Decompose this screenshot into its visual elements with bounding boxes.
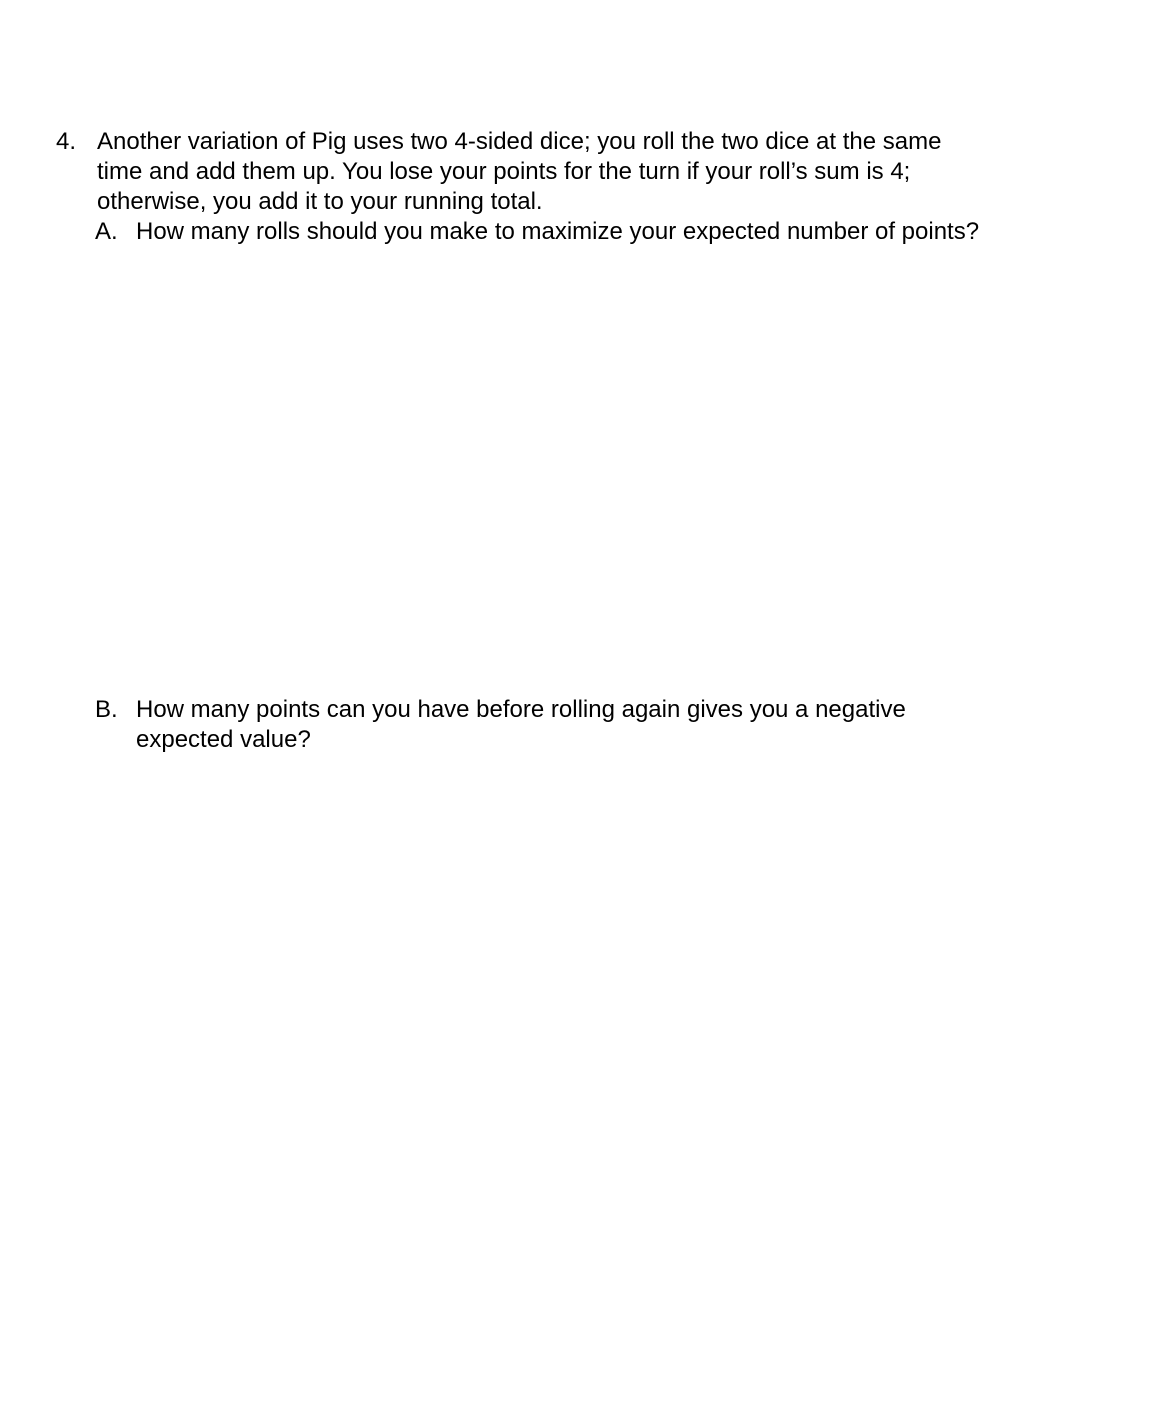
question-text-line-1: Another variation of Pig uses two 4-sided dice; you roll the two dice at the same: [97, 128, 942, 155]
part-b-text-line-1: How many points can you have before rolling again gives you a negative: [136, 696, 906, 723]
part-a-label: A.: [95, 218, 118, 245]
part-b-label: B.: [95, 696, 118, 723]
question-text-line-2: time and add them up. You lose your points for the turn if your roll’s sum is 4;: [97, 158, 911, 185]
part-a-text: How many rolls should you make to maximize your expected number of points?: [136, 218, 980, 245]
question-text-line-3: otherwise, you add it to your running total.: [97, 188, 543, 215]
question-number: 4.: [56, 128, 77, 155]
part-b-text-line-2: expected value?: [136, 726, 311, 753]
